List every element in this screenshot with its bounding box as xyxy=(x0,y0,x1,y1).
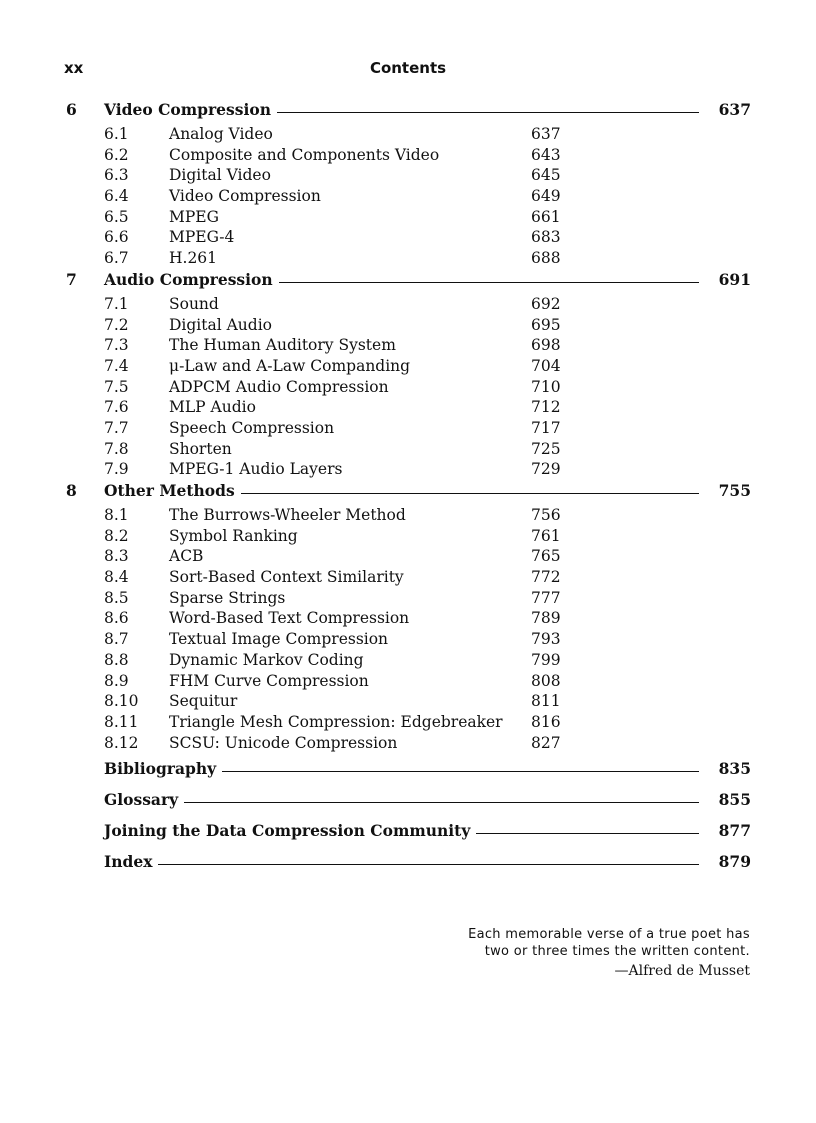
section-entry xyxy=(64,208,751,229)
section-number: 6.5 xyxy=(104,207,129,226)
section-title: ACB xyxy=(169,547,204,566)
section-page: 692 xyxy=(531,294,561,313)
section-number: 6.4 xyxy=(104,187,129,206)
section-number: 7.4 xyxy=(104,356,129,375)
epigraph-attribution: —Alfred de Musset xyxy=(614,963,750,979)
section-number: 7.9 xyxy=(104,460,129,479)
chapter-line xyxy=(104,481,751,500)
section-page: 799 xyxy=(531,650,561,669)
chapter-number: 8 xyxy=(66,481,77,500)
section-entry xyxy=(64,734,751,755)
section-title: Word-Based Text Compression xyxy=(169,609,410,628)
section-title: Sequitur xyxy=(169,692,238,711)
section-number: 6.7 xyxy=(104,249,129,268)
section-page: 698 xyxy=(531,336,561,355)
section-number: 8.10 xyxy=(104,692,139,711)
section-title: The Human Auditory System xyxy=(169,336,396,355)
chapter-entry xyxy=(64,100,751,122)
back-matter-entry xyxy=(64,785,751,816)
section-entry xyxy=(64,609,751,630)
section-entry xyxy=(64,336,751,357)
section-number: 7.1 xyxy=(104,294,129,313)
section-entry xyxy=(64,125,751,146)
page-title: Contents xyxy=(369,59,447,77)
section-number: 7.7 xyxy=(104,418,129,437)
section-entry xyxy=(64,460,751,481)
chapter-entry xyxy=(64,481,751,503)
leader-rule xyxy=(158,864,698,865)
section-entry xyxy=(64,187,751,208)
section-title: Speech Compression xyxy=(169,418,335,437)
section-entry xyxy=(64,316,751,337)
section-number: 8.5 xyxy=(104,588,129,607)
section-entry xyxy=(64,547,751,568)
section-entry xyxy=(64,506,751,527)
chapter-number: 6 xyxy=(66,100,77,119)
section-page: 756 xyxy=(531,506,561,524)
section-title: Video Compression xyxy=(169,187,321,206)
section-page: 789 xyxy=(531,609,561,628)
section-page: 683 xyxy=(531,228,561,247)
section-title: MPEG xyxy=(169,207,219,226)
section-page: 695 xyxy=(531,315,561,334)
chapter-title: Audio Compression xyxy=(104,269,273,289)
section-title: FHM Curve Compression xyxy=(169,671,369,690)
section-page: 793 xyxy=(531,630,561,649)
section-page: 808 xyxy=(531,671,561,690)
back-matter-page: 835 xyxy=(718,759,751,779)
section-title: Sparse Strings xyxy=(169,588,286,607)
section-number: 7.2 xyxy=(104,315,129,334)
section-entry xyxy=(64,249,751,270)
section-entry xyxy=(64,357,751,378)
back-matter-entry xyxy=(64,816,751,847)
section-title: Symbol Ranking xyxy=(169,526,298,545)
section-entry xyxy=(64,228,751,249)
epigraph-line: Each memorable verse of a true poet has xyxy=(468,927,750,942)
section-number: 8.3 xyxy=(104,547,129,566)
section-title: μ-Law and A-Law Companding xyxy=(169,356,411,375)
chapter-number: 7 xyxy=(66,269,77,289)
chapter-line xyxy=(104,270,751,289)
section-page: 725 xyxy=(531,439,561,458)
section-number: 8.1 xyxy=(104,506,129,524)
section-page: 649 xyxy=(531,187,561,206)
section-number: 8.7 xyxy=(104,630,129,649)
leader-rule xyxy=(222,771,699,772)
back-matter-title: Joining the Data Compression Community xyxy=(104,821,471,841)
leader-rule xyxy=(241,493,699,494)
section-page: 761 xyxy=(531,526,561,545)
section-entry xyxy=(64,295,751,316)
section-entry xyxy=(64,146,751,167)
chapter-title: Other Methods xyxy=(104,481,235,500)
section-page: 661 xyxy=(531,207,561,226)
back-matter-page: 879 xyxy=(718,852,751,872)
section-number: 8.6 xyxy=(104,609,129,628)
section-page: 765 xyxy=(531,547,561,566)
page-folio: xx xyxy=(64,59,84,77)
section-title: Sound xyxy=(169,294,219,313)
chapter-page: 637 xyxy=(718,100,751,119)
section-title: The Burrows-Wheeler Method xyxy=(169,506,406,524)
back-matter-title: Index xyxy=(104,852,153,872)
section-list xyxy=(64,295,751,481)
section-entry xyxy=(64,713,751,734)
section-page: 772 xyxy=(531,568,561,587)
section-number: 6.6 xyxy=(104,228,129,247)
section-title: Textual Image Compression xyxy=(169,630,389,649)
back-matter-title: Glossary xyxy=(104,790,179,810)
table-of-contents xyxy=(64,100,751,878)
section-number: 8.12 xyxy=(104,733,139,752)
section-page: 643 xyxy=(531,145,561,164)
section-page: 637 xyxy=(531,125,561,143)
section-number: 7.5 xyxy=(104,377,129,396)
section-entry xyxy=(64,651,751,672)
leader-rule xyxy=(184,802,699,803)
section-entry xyxy=(64,568,751,589)
back-matter-title: Bibliography xyxy=(104,759,217,779)
section-number: 6.3 xyxy=(104,166,129,185)
section-list xyxy=(64,506,751,754)
back-matter-page: 877 xyxy=(718,821,751,841)
section-title: Digital Audio xyxy=(169,315,273,334)
back-matter-page: 855 xyxy=(718,790,751,810)
section-title: ADPCM Audio Compression xyxy=(169,377,389,396)
epigraph xyxy=(468,926,750,980)
back-matter-line xyxy=(104,852,751,871)
section-entry xyxy=(64,419,751,440)
section-page: 712 xyxy=(531,398,561,417)
section-title: SCSU: Unicode Compression xyxy=(169,733,398,752)
back-matter-entry xyxy=(64,847,751,878)
section-number: 8.4 xyxy=(104,568,129,587)
back-matter-line xyxy=(104,790,751,809)
section-title: Digital Video xyxy=(169,166,271,185)
section-title: MPEG-1 Audio Layers xyxy=(169,460,343,479)
section-title: H.261 xyxy=(169,249,218,268)
back-matter-line xyxy=(104,759,751,778)
section-entry xyxy=(64,166,751,187)
leader-rule xyxy=(277,112,699,113)
section-title: Analog Video xyxy=(169,125,273,143)
section-entry xyxy=(64,692,751,713)
section-title: Sort-Based Context Similarity xyxy=(169,568,404,587)
back-matter-line xyxy=(104,821,751,840)
section-number: 8.11 xyxy=(104,712,139,731)
section-number: 7.6 xyxy=(104,398,129,417)
section-title: Dynamic Markov Coding xyxy=(169,650,364,669)
section-entry xyxy=(64,398,751,419)
section-page: 816 xyxy=(531,712,561,731)
chapter-page: 691 xyxy=(718,269,751,289)
section-page: 777 xyxy=(531,588,561,607)
section-page: 811 xyxy=(531,692,561,711)
section-page: 688 xyxy=(531,249,561,268)
section-page: 710 xyxy=(531,377,561,396)
running-head xyxy=(0,59,816,79)
section-page: 729 xyxy=(531,460,561,479)
leader-rule xyxy=(476,833,698,834)
section-entry xyxy=(64,378,751,399)
chapter-line xyxy=(104,100,751,119)
section-entry xyxy=(64,589,751,610)
section-number: 8.8 xyxy=(104,650,129,669)
section-entry xyxy=(64,630,751,651)
chapter-page: 755 xyxy=(718,481,751,500)
section-entry xyxy=(64,527,751,548)
section-entry xyxy=(64,672,751,693)
section-page: 717 xyxy=(531,418,561,437)
leader-rule xyxy=(279,282,699,283)
section-page: 704 xyxy=(531,356,561,375)
section-title: MLP Audio xyxy=(169,398,256,417)
section-number: 6.1 xyxy=(104,125,129,143)
section-list xyxy=(64,125,751,270)
section-number: 7.8 xyxy=(104,439,129,458)
section-page: 827 xyxy=(531,733,561,752)
chapter-title: Video Compression xyxy=(104,100,271,119)
section-entry xyxy=(64,440,751,461)
section-title: Triangle Mesh Compression: Edgebreaker xyxy=(169,712,503,731)
section-number: 8.9 xyxy=(104,671,129,690)
section-number: 8.2 xyxy=(104,526,129,545)
section-number: 7.3 xyxy=(104,336,129,355)
section-title: MPEG-4 xyxy=(169,228,235,247)
section-title: Shorten xyxy=(169,439,232,458)
back-matter-entry xyxy=(64,754,751,785)
epigraph-line: two or three times the written content. xyxy=(484,944,750,959)
section-number: 6.2 xyxy=(104,145,129,164)
section-page: 645 xyxy=(531,166,561,185)
section-title: Composite and Components Video xyxy=(169,145,440,164)
chapter-entry xyxy=(64,270,751,292)
